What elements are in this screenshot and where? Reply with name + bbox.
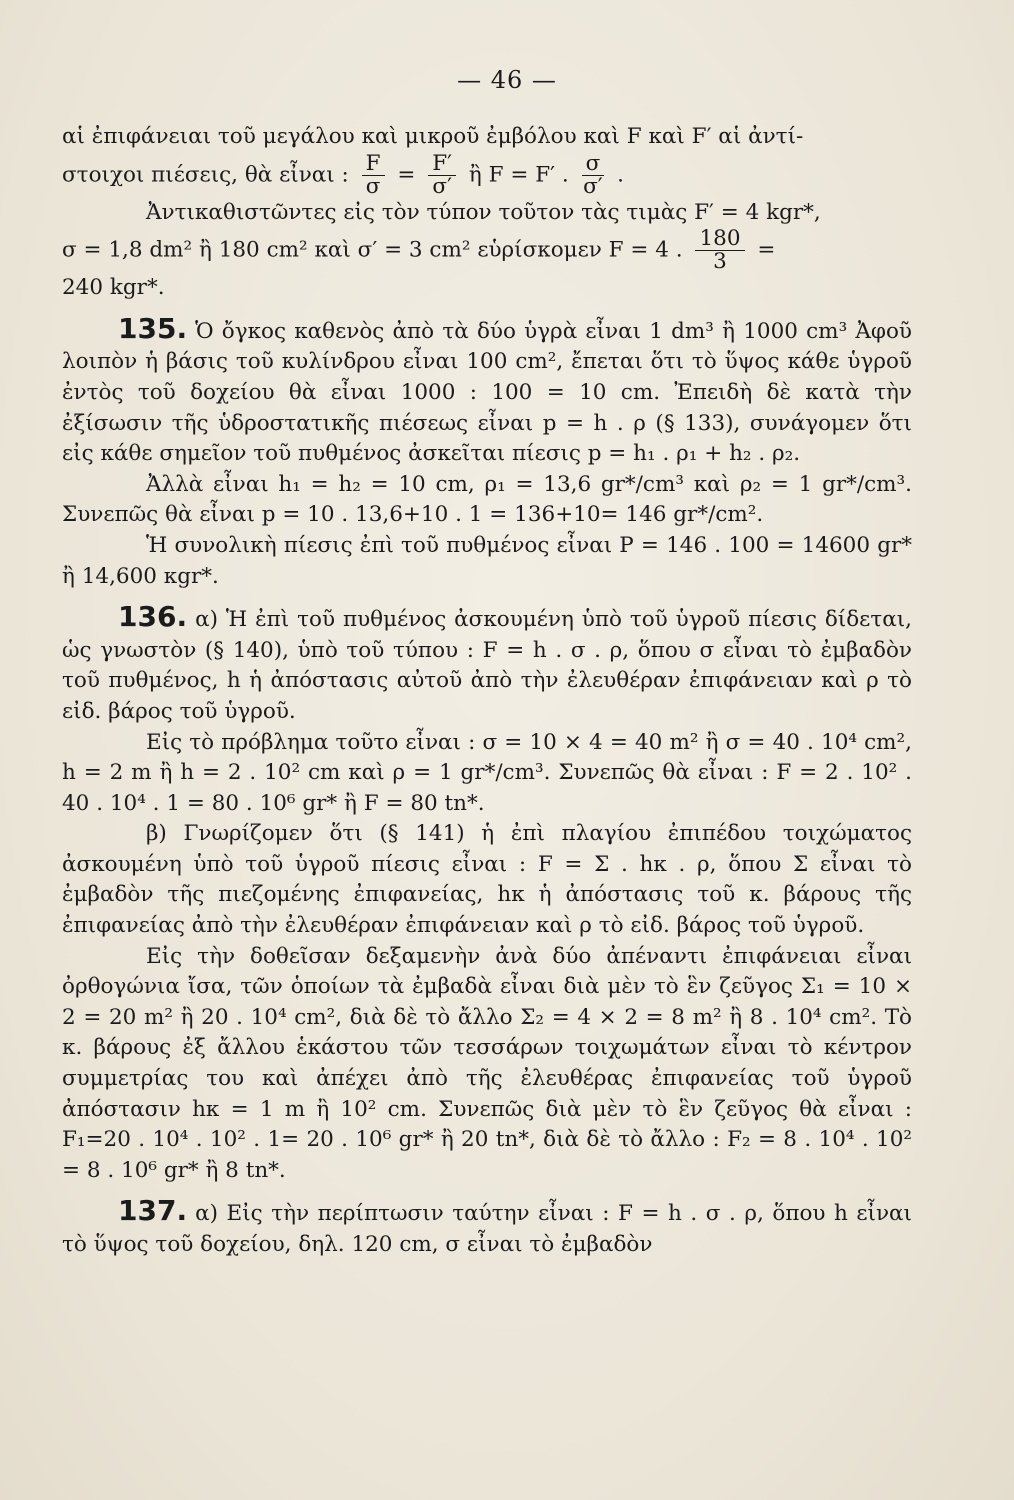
fraction-numerator: 180 [695,228,744,251]
equals-sign: = [397,162,416,188]
fraction-numerator: F [362,153,385,176]
equation-values-text: σ = 1,8 dm² ἢ 180 cm² καὶ σ′ = 3 cm² εὑρίσκομεν F = 4 . [62,237,683,263]
section-135-paragraph-2: Ἀλλὰ εἶναι h₁ = h₂ = 10 cm, ρ₁ = 13,6 gr*/cm³ καὶ ρ₂ = 1 gr*/cm³. Συνεπῶς θὰ εἶναι p = 10 . 13,6+10 . 1 = 136+10= 146 gr*/cm². [62,471,912,528]
fraction-fprime-over-sigmaprime [428,150,456,199]
section-136-paragraph-2: Εἰς τὸ πρόβλημα τοῦτο εἶναι : σ = 10 × 4 = 40 m² ἢ σ = 40 . 10⁴ cm², h = 2 m ἢ h = 2 . 10² cm καὶ ρ = 1 gr*/cm³. Συνεπῶς θὰ εἶναι : F = 2 . 10² . 40 . 10⁴ . 1 = 80 . 10⁶ gr* ἢ F = 80 tn*. [62,729,912,816]
fraction-numerator: F′ [428,153,456,176]
fraction-f-over-sigma [362,150,385,199]
fraction-denominator: σ [365,173,381,199]
section-137-text: α) Εἰς τὴν περίπτωσιν ταύτην εἶναι : F = h . σ . ρ, ὅπου h εἶναι τὸ ὕψος τοῦ δοχείου, δηλ. 120 cm, σ εἶναι τὸ ἐμβαδὸν [62,1201,912,1257]
section-136-text: α) Ἡ ἐπὶ τοῦ πυθμένος ἀσκουμένη ὑπὸ τοῦ ὑγροῦ πίεσις δίδεται, ὡς γνωστὸν (§ 140), ὑπὸ τοῦ τύπου : F = h . σ . ρ, ὅπου σ εἶναι τὸ ἐμβαδὸν τοῦ πυθμένος, h ἡ ἀπόστασις αὐτοῦ ἀπὸ τὴν ἐλευθέραν ἐπιφάνειαν καὶ ρ τὸ εἰδ. βάρος τοῦ ὑγροῦ. [62,607,912,724]
section-135-text: Ὁ ὄγκος καθενὸς ἀπὸ τὰ δύο ὑγρὰ εἶναι 1 dm³ ἢ 1000 cm³ Ἀφοῦ λοιπὸν ἡ βάσις τοῦ κυλίνδρου εἶναι 100 cm², ἔπεται ὅτι τὸ ὕψος κάθε ὑγροῦ ἐντὸς τοῦ δοχείου θὰ εἶναι 1000 : 100 = 10 cm. Ἐπειδὴ δὲ κατὰ τὴν ἐξίσωσιν τῆς ὑδροστατικῆς πιέσεως εἶναι p = h . ρ (§ 133), συνάγομεν ὅτι εἰς κάθε σημεῖον τοῦ πυθμένος ἀσκεῖται πίεσις p = h₁ . ρ₁ + h₂ . ρ₂. [62,318,912,467]
fraction-sigma-over-sigmaprime [582,150,605,199]
equation-line-pressures [62,150,912,199]
fraction-numerator: σ [582,153,605,176]
section-number-137: 137. [118,1194,188,1228]
page-number: — 46 — [457,66,557,94]
result-value: 240 kgr*. [62,275,165,301]
section-137 [62,1196,912,1260]
equation-end-period: . [617,162,624,188]
paragraph-intro-line: αἱ ἐπιφάνειαι τοῦ μεγάλου καὶ μικροῦ ἐμβόλου καὶ F καὶ F′ αἱ ἀντί- [62,124,804,149]
section-number-136: 136. [118,600,188,634]
section-135-paragraph-3: Ἡ συνολικὴ πίεσις ἐπὶ τοῦ πυθμένος εἶναι P = 146 . 100 = 14600 gr* ἢ 14,600 κgr*. [62,532,912,589]
fraction-denominator: 3 [713,249,727,275]
section-136-paragraph-3: β) Γνωρίζομεν ὅτι (§ 141) ἡ ἐπὶ πλαγίου ἐπιπέδου τοιχώματος ἀσκουμένη ὑπὸ τοῦ ὑγροῦ πίεσις εἶναι : F = Σ . hκ . ρ, ὅπου Σ εἶναι τὸ ἐμβαδὸν τῆς πιεζομένης ἐπιφανείας, hκ ἡ ἀπόστασις τοῦ κ. βάρους τῆς ἐπιφανείας ἀπὸ τὴν ἐλευθέραν ἐπιφάνειαν καὶ ρ τὸ εἰδ. βάρος τοῦ ὑγροῦ. [62,821,912,939]
section-136-paragraph-4: Εἰς τὴν δοθεῖσαν δεξαμενὴν ἀνὰ δύο ἀπέναντι ἐπιφάνειαι εἶναι ὀρθογώνια ἴσα, τῶν ὁποίων τὰ ἐμβαδὰ εἶναι διὰ μὲν τὸ ἓν ζεῦγος Σ₁ = 10 × 2 = 20 m² ἢ 20 . 10⁴ cm², διὰ δὲ τὸ ἄλλο Σ₂ = 4 × 2 = 8 m² ἢ 8 . 10⁴ cm². Τὸ κ. βάρους ἐξ ἄλλου ἑκάστου τῶν τεσσάρων τοιχωμάτων εἶναι τὸ κέντρον συμμετρίας του καὶ ἀπέχει ἀπὸ τῆς ἐλευθέρας ἐπιφανείας τοῦ ὑγροῦ ἀπόστασιν hκ = 1 m ἢ 10² cm. Συνεπῶς διὰ μὲν τὸ ἓν ζεῦγος θὰ εἶναι : F₁=20 . 10⁴ . 10² . 1= 20 . 10⁶ gr* ἢ 20 tn*, διὰ δὲ τὸ ἄλλο : F₂ = 8 . 10⁴ . 10² = 8 . 10⁶ gr* ἢ 8 tn*. [62,943,912,1183]
text-body [62,122,912,1261]
equation-lead-text: στοιχοι πιέσεις, θὰ εἶναι : [62,162,349,188]
section-136 [62,602,912,727]
equals-sign: = [757,237,776,263]
section-number-135: 135. [118,311,188,345]
fraction-denominator: σ′ [432,173,452,199]
paragraph-substitution: Ἀντικαθιστῶντες εἰς τὸν τύπον τοῦτον τὰς τιμὰς F′ = 4 kgr*, [146,199,821,225]
fraction-denominator: σ′ [583,173,603,199]
equation-line-result [62,228,912,273]
equation-alt-text: ἢ F = F′ . [468,162,569,188]
fraction-180-over-3 [695,228,744,273]
section-135 [62,311,912,470]
